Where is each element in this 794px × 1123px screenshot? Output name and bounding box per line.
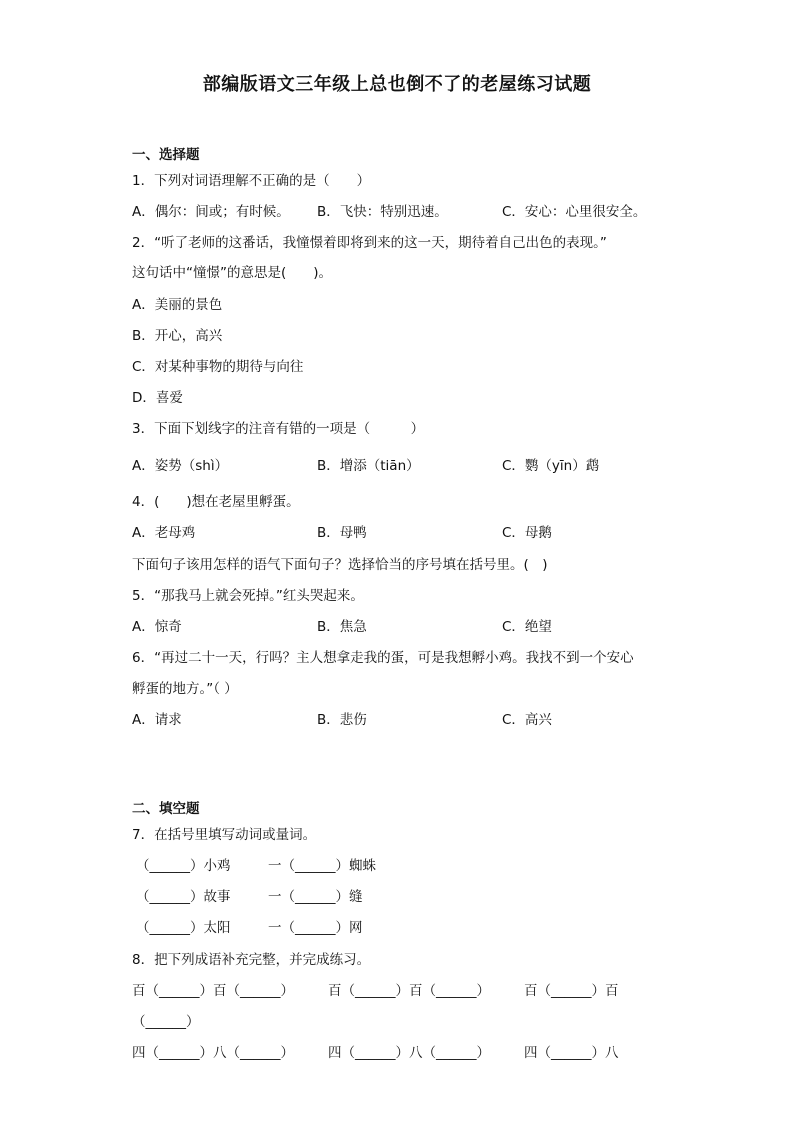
question-4-option-a: A．老母鸡 — [132, 525, 196, 541]
question-1-stem: 1．下列对词语理解不正确的是（ ） — [132, 173, 371, 189]
question-7-blank-right: 一（______）缝 — [268, 889, 363, 905]
question-2-option-d: D．喜爱 — [132, 390, 183, 406]
question-7-stem: 7．在括号里填写动词或量词。 — [132, 827, 317, 843]
idiom-blank: 百（______）百（______） — [328, 983, 490, 999]
question-7-blank-left: （______）故事 — [136, 889, 231, 905]
idiom-blank: 百（______）百 — [524, 983, 619, 999]
question-5-option-a: A．惊奇 — [132, 619, 182, 635]
question-5-option-b: B．焦急 — [317, 619, 367, 635]
question-7-blank-right: 一（______）网 — [268, 920, 363, 936]
question-2-stem-line2: 这句话中“憧憬”的意思是( )。 — [132, 265, 333, 281]
tone-instruction: 下面句子该用怎样的语气下面句子？选择恰当的序号填在括号里。( ) — [132, 557, 548, 573]
question-3-stem: 3．下面下划线字的注音有错的一项是（ ） — [132, 421, 425, 437]
question-3-option-b: B．增添（tiān） — [317, 458, 420, 474]
question-4-option-b: B．母鸭 — [317, 525, 367, 541]
section-heading-fill: 二、填空题 — [132, 801, 200, 817]
question-8-stem: 8．把下列成语补充完整，并完成练习。 — [132, 952, 371, 968]
question-4-option-c: C．母鹅 — [502, 525, 552, 541]
question-2-option-c: C．对某种事物的期待与向往 — [132, 359, 304, 375]
question-2-option-b: B．开心，高兴 — [132, 328, 223, 344]
idiom-blank: 四（______）八（______） — [328, 1045, 490, 1061]
question-3-option-a: A．姿势（shì） — [132, 458, 229, 474]
question-6-option-b: B．悲伤 — [317, 712, 367, 728]
idiom-blank-wrap: （______） — [132, 1014, 200, 1030]
question-2-option-a: A．美丽的景色 — [132, 297, 223, 313]
page-title: 部编版语文三年级上总也倒不了的老屋练习试题 — [202, 74, 592, 95]
idiom-blank: 四（______）八 — [524, 1045, 619, 1061]
idiom-blank: 四（______）八（______） — [132, 1045, 294, 1061]
question-6-option-a: A．请求 — [132, 712, 182, 728]
section-heading-choice: 一、选择题 — [132, 147, 200, 163]
question-4-stem: 4．( )想在老屋里孵蛋。 — [132, 494, 300, 510]
question-5-stem: 5．“那我马上就会死掉。”红头哭起来。 — [132, 588, 364, 604]
question-7-blank-left: （______）太阳 — [136, 920, 231, 936]
question-1-option-c: C．安心：心里很安全。 — [502, 204, 647, 220]
question-1-option-b: B．飞快：特别迅速。 — [317, 204, 448, 220]
question-6-stem-line2: 孵蛋的地方。”（ ） — [132, 681, 238, 697]
question-7-blank-left: （______）小鸡 — [136, 858, 231, 874]
question-7-blank-right: 一（______）蜘蛛 — [268, 858, 376, 874]
question-1-option-a: A．偶尔：间或；有时候。 — [132, 204, 290, 220]
question-5-option-c: C．绝望 — [502, 619, 552, 635]
question-2-stem: 2．“听了老师的这番话，我憧憬着即将到来的这一天，期待着自己出色的表现。” — [132, 235, 607, 251]
question-6-option-c: C．高兴 — [502, 712, 552, 728]
question-3-option-c: C．鹦（yīn）鹉 — [502, 458, 600, 474]
idiom-blank: 百（______）百（______） — [132, 983, 294, 999]
question-6-stem: 6．“再过二十一天，行吗？主人想拿走我的蛋，可是我想孵小鸡。我找不到一个安心 — [132, 650, 634, 666]
